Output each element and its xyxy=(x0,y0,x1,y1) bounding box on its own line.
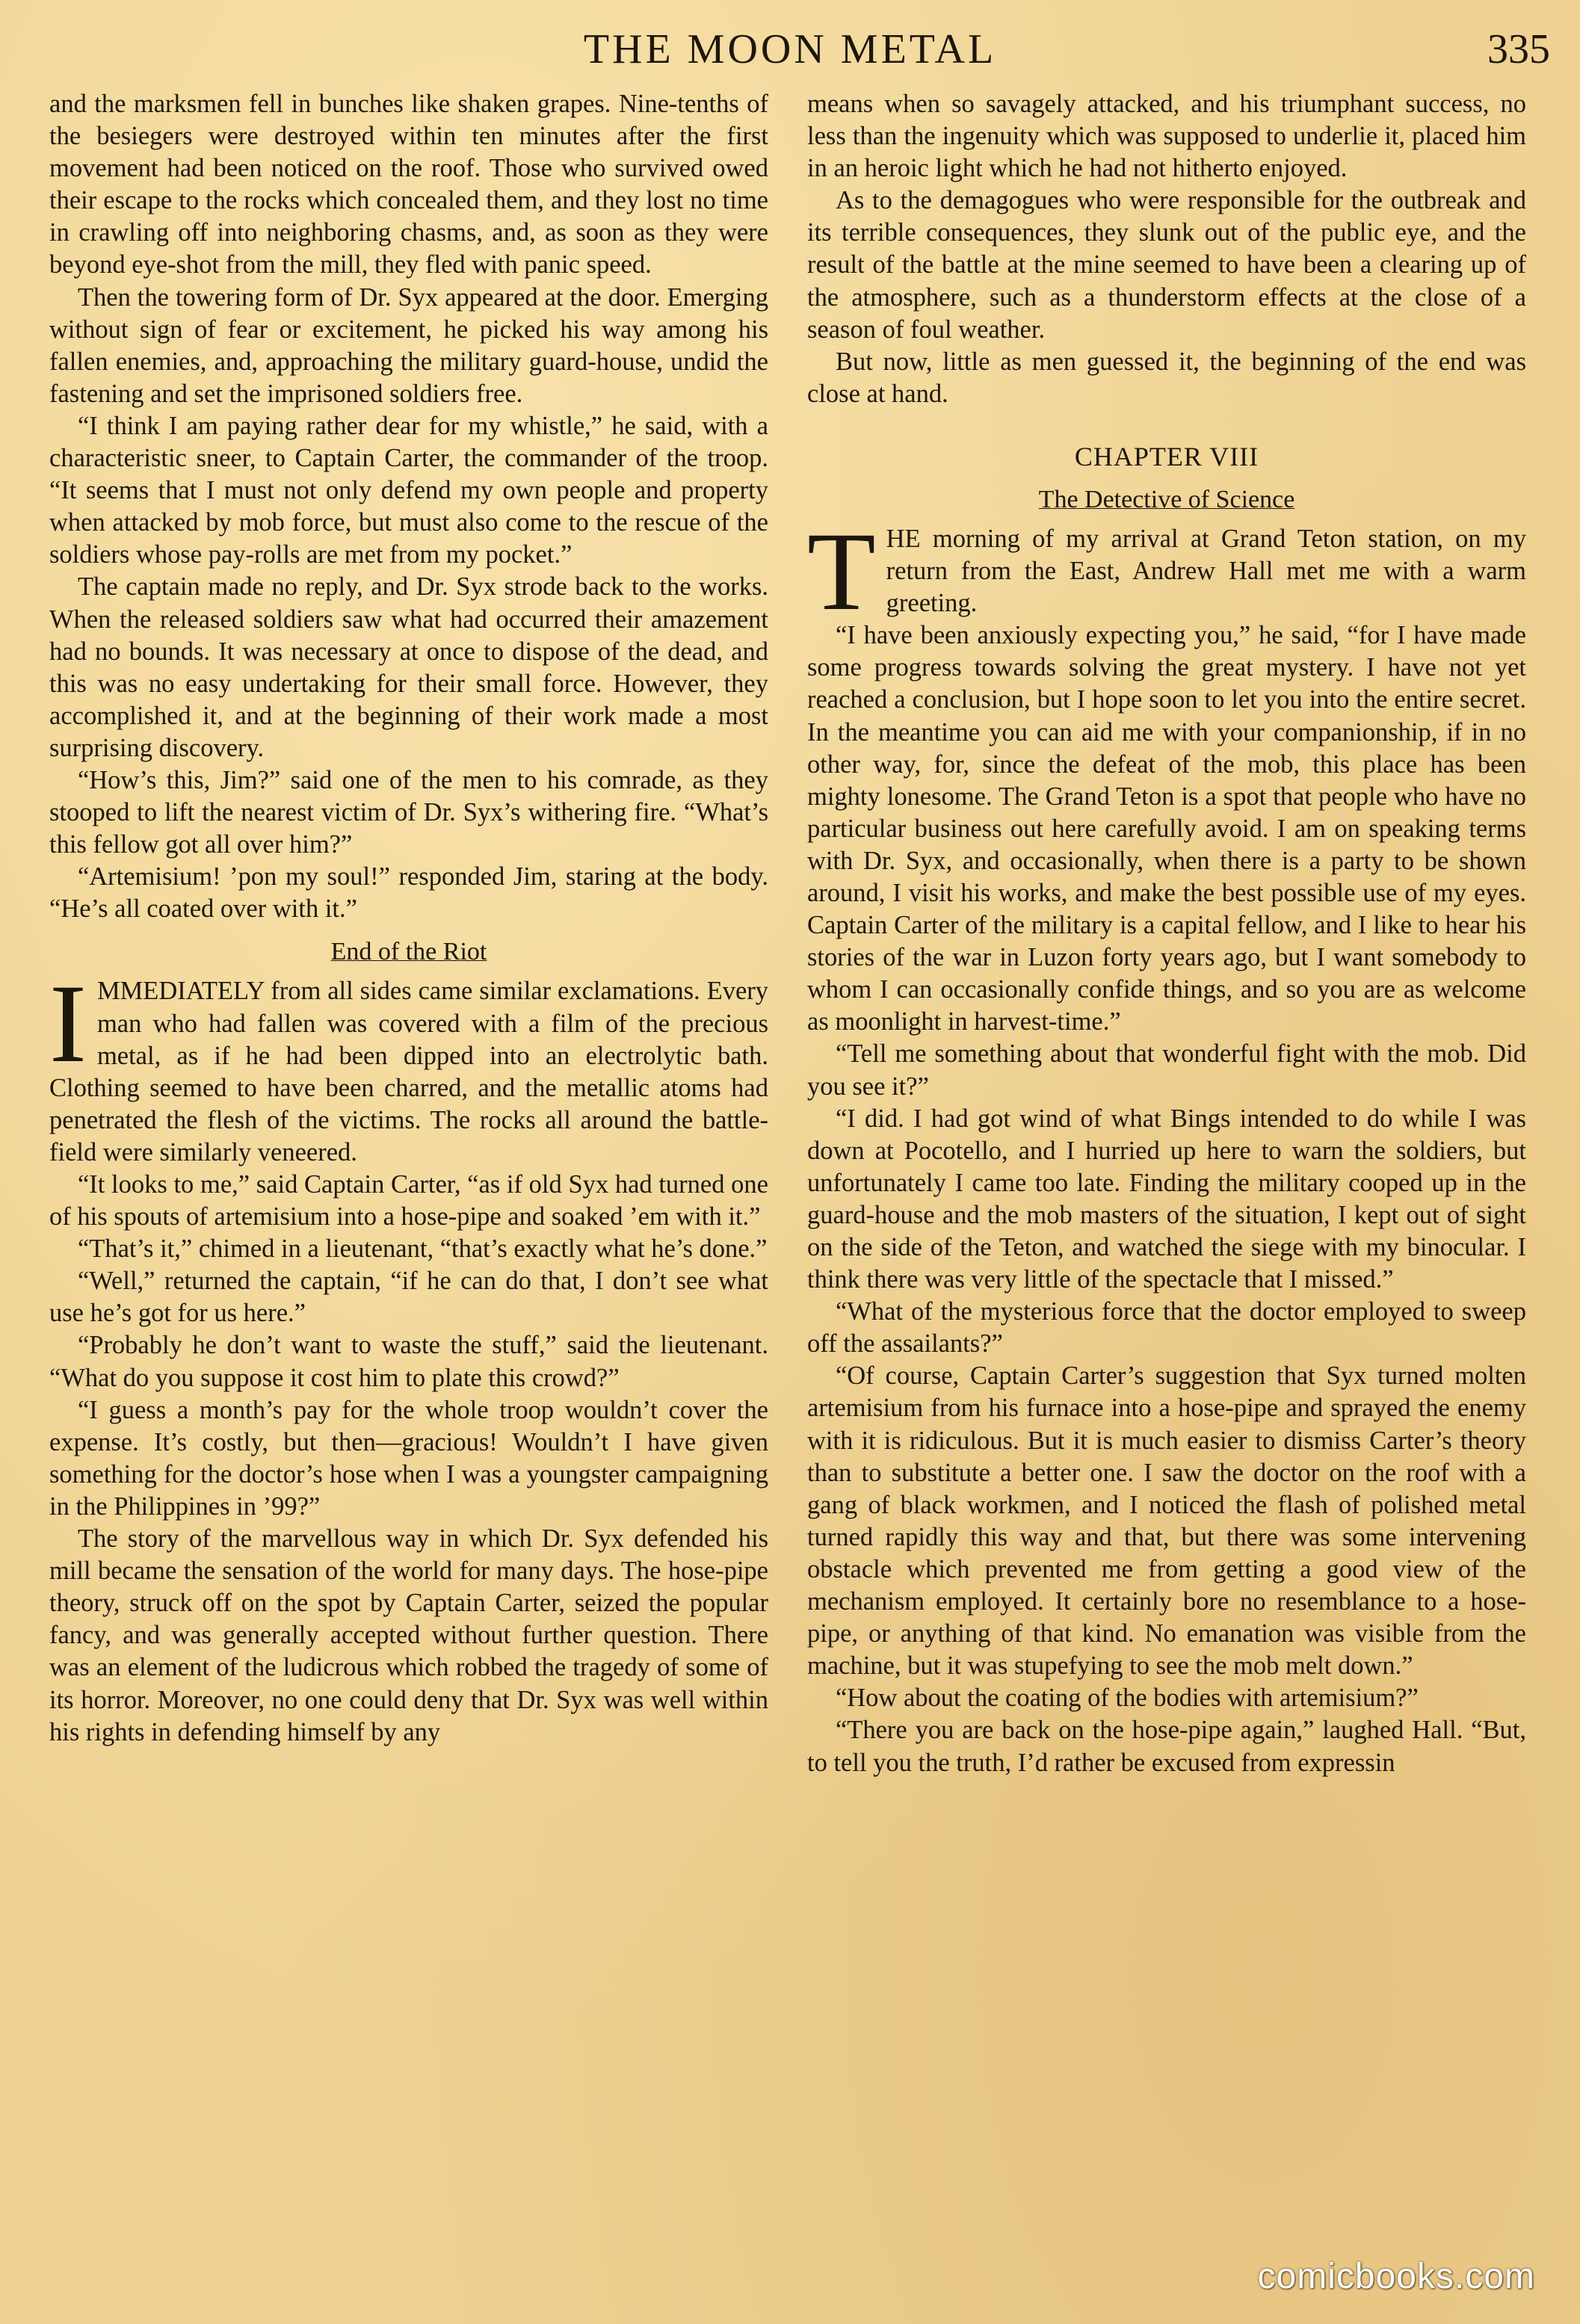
paragraph: “I did. I had got wind of what Bings intended to do while I was down at Pocotello, and I hurried up here to warn the soldiers, but unfortunately I came too late. Finding the military cooped up in the guard-house and the mob masters of the situation, I kept out of sight on the side of the Teton, and watched the siege with my binocular. I think there was very little of the spectacle that I missed.” xyxy=(807,1104,1526,1294)
running-title: THE MOON METAL xyxy=(583,26,997,72)
paragraph: “How’s this, Jim?” said one of the men to his comrade, as they stooped to lift the nearest victim of Dr. Syx’s withering fire. “What’s this fellow got all over him?” xyxy=(49,765,768,859)
paragraph: The story of the marvellous way in which Dr. Syx defended his mill became the sensation of the world for many days. The hose-pipe theory, struck off on the spot by Captain Carter, seized the popular fancy, and was generally accepted without further question. There was an element of the ludicrous which robbed the tragedy of some of its horror. Moreover, no one could deny that Dr. Syx was well within his rights in defending himself by any xyxy=(49,1524,768,1746)
paragraph: “Well,” returned the captain, “if he can do that, I don’t see what use he’s got for us here.” xyxy=(49,1267,768,1328)
chapter-subtitle: The Detective of Science xyxy=(1038,485,1295,513)
paragraph-text: morning of my arrival at Grand Teton station, on my return from the East, Andrew Hall met me with a warm greeting. xyxy=(886,524,1526,618)
page-number: 335 xyxy=(1487,26,1550,72)
paragraph: “I guess a month’s pay for the whole troop wouldn’t cover the expense. It’s costly, but then—gracious! Wouldn’t I have given something for the doctor’s hose when I was a youngster campaigning in the Philippines in ’99?” xyxy=(49,1395,768,1521)
paragraph: “It looks to me,” said Captain Carter, “as if old Syx had turned one of his spouts of artemisium into a hose-pipe and soaked ’em with it.” xyxy=(49,1170,768,1231)
site-watermark: comicbooks.com xyxy=(1257,2257,1535,2296)
chapter-heading: CHAPTER VIII xyxy=(1074,441,1259,472)
paragraph: Then the towering form of Dr. Syx appeared at the door. Emerging without sign of fear or excitement, he picked his way among his fallen enemies, and, approaching the military guard-house, undid the fastening and set the imprisoned soldiers free. xyxy=(49,282,768,408)
paragraph: “I have been anxiously expecting you,” he said, “for I have made some progress towards solving the great mystery. I have not yet reached a conclusion, but I hope soon to let you into the entire secret. In the meantime you can aid me with your companionship, if in no other way, for, since the defeat of the mob, this place has been mighty lonesome. The Grand Teton is a spot that people who have no particular business out here carefully avoid. I am on speaking terms with Dr. Syx, and occasionally, when there is a party to be shown around, I visit his works, and make the best possible use of my eyes. Captain Carter of the military is a capital fellow, and I like to hear his stories of the war in Luzon forty years ago, but I want somebody to whom I can occasionally confide things, and so you are as welcome as moonlight in harvest-time.” xyxy=(807,621,1526,1036)
paragraph-with-dropcap xyxy=(49,962,768,1169)
paragraph: “There you are back on the hose-pipe again,” laughed Hall. “But, to tell you the truth, I’d rather be excused from expressin xyxy=(807,1716,1526,1777)
right-column xyxy=(807,88,1526,2300)
lead-in: MMEDIATELY xyxy=(96,977,265,1006)
paragraph: “That’s it,” chimed in a lieutenant, “that’s exactly what he’s done.” xyxy=(77,1234,768,1264)
lead-in: HE xyxy=(886,524,921,553)
paragraph: “How about the coating of the bodies with artemisium?” xyxy=(835,1684,1419,1713)
paragraph: The captain made no reply, and Dr. Syx strode back to the works. When the released soldiers saw what had occurred their amazement had no bounds. It was necessary at once to dispose of the dead, and this was no easy undertaking for their small force. However, they accomplished it, and at the beginning of their work made a most surprising discovery. xyxy=(49,572,768,762)
paragraph: “What of the mysterious force that the doctor employed to sweep off the assailants?” xyxy=(807,1297,1526,1359)
paragraph: means when so savagely attacked, and his triumphant success, no less than the ingenuity which was supposed to underlie it, placed him in an heroic light which he had not hitherto enjoyed. xyxy=(807,90,1526,183)
paragraph: But now, little as men guessed it, the beginning of the end was close at hand. xyxy=(807,347,1526,408)
paragraph: “Artemisium! ’pon my soul!” responded Jim, staring at the body. “He’s all coated over with it.” xyxy=(49,862,768,924)
left-column xyxy=(49,88,768,2300)
paragraph: “Probably he don’t want to waste the stuff,” said the lieutenant. “What do you suppose it cost him to plate this crowd?” xyxy=(49,1331,768,1392)
drop-cap: T xyxy=(807,509,876,634)
section-subhead: End of the Riot xyxy=(330,938,487,966)
paragraph: As to the demagogues who were responsible for the outbreak and its terrible consequences, they slunk out of the public eye, and the result of the battle at the mine seemed to have been a clearing up of the atmosphere, such as a thunderstorm effects at the close of a season of foul weather. xyxy=(807,186,1526,344)
paragraph-text: from all sides came similar exclamations. Every man who had fallen was covered with a film of the precious metal, as if he had been dipped into an electrolytic bath. Clothing seemed to have been charred, and the metallic atoms had penetrated the flesh of the victims. The rocks all around the battle-field were similarly veneered. xyxy=(49,977,768,1166)
running-header xyxy=(0,25,1580,78)
paragraph: “I think I am paying rather dear for my whistle,” he said, with a characteristic sneer, to Captain Carter, the commander of the troop. “It seems that I must not only defend my own people and property when attacked by mob force, but must also come to the rescue of the soldiers whose pay-rolls are met from my pocket.” xyxy=(49,411,768,569)
paragraph: “Of course, Captain Carter’s suggestion that Syx turned molten artemisium from his furnace into a hose-pipe and sprayed the enemy with it is ridiculous. But it is much easier to dismiss Carter’s theory than to substitute a better one. I saw the doctor on the roof with a gang of black workmen, and I noticed the flash of polished metal turned rapidly this way and that, but there was some intervening obstacle which prevented me from getting a good view of the mechanism employed. It certainly bore no resemblance to a hose-pipe, or anything of that kind. No emanation was visible from the machine, but it was stupefying to see the mob melt down.” xyxy=(807,1362,1526,1681)
paragraph-with-dropcap xyxy=(807,509,1526,634)
drop-cap: I xyxy=(49,962,87,1087)
paragraph: “Tell me something about that wonderful fight with the mob. Did you see it?” xyxy=(807,1039,1526,1101)
paragraph: and the marksmen fell in bunches like shaken grapes. Nine-tenths of the besiegers were destroyed within ten minutes after the first movement had been noticed on the roof. Those who survived owed their escape to the rocks which concealed them, and they lost no time in crawling off into neighboring chasms, and, as soon as they were beyond eye-shot from the mill, they fled with panic speed. xyxy=(49,90,768,279)
